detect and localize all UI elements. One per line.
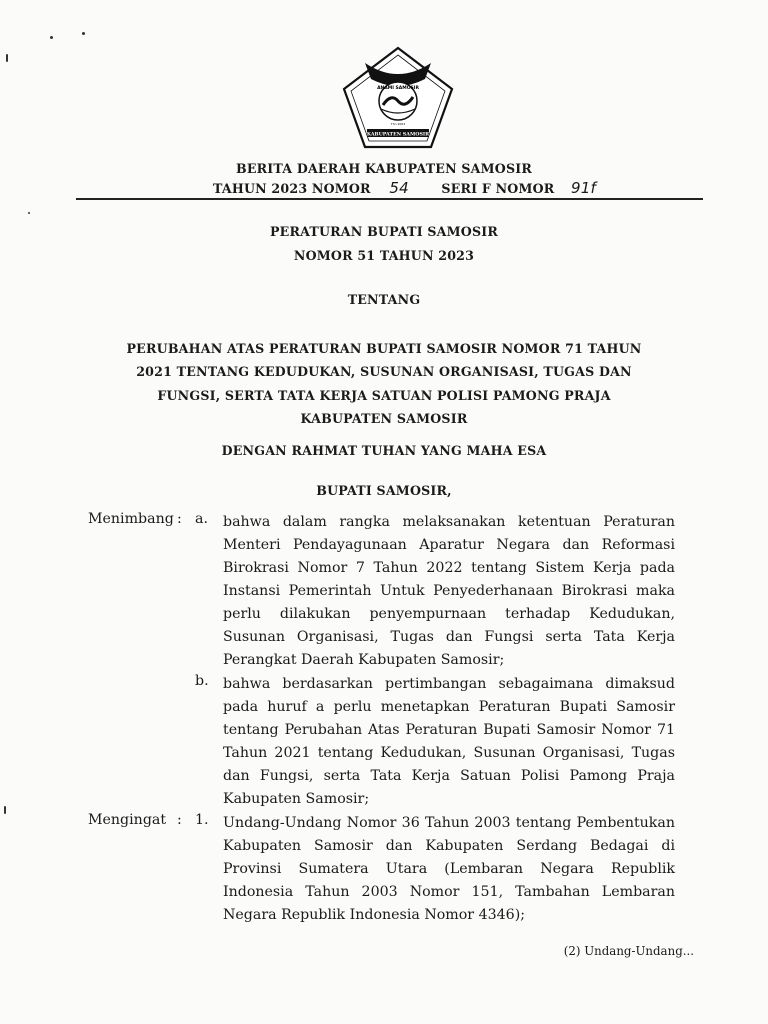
subject-line: KABUPATEN SAMOSIR bbox=[300, 410, 468, 426]
menimbang-marker-b: b. bbox=[195, 673, 209, 689]
menimbang-item-a: bahwa dalam rangka melaksanakan ketentuan Peraturan Menteri Pendayagunaan Aparatur Negara dan Reformasi Birokrasi Nomor 7 Tahun 2022 tentang Sistem Kerja pada Instansi Pemerintah Untuk Penyederhanaan Birokrasi maka perlu dilakukan penyempurnaan terhadap Kedudukan, Susunan Organisasi, Tugas dan Fungsi serta Tata Kerja Perangkat Daerah Kabupaten Samosir; bbox=[223, 514, 675, 668]
subject-line: FUNGSI, SERTA TATA KERJA SATUAN POLISI PAMONG PRAJA bbox=[157, 387, 611, 403]
gazette-title: BERITA DAERAH KABUPATEN SAMOSIR bbox=[235, 161, 532, 176]
regulation-title: PERATURAN BUPATI SAMOSIR bbox=[269, 224, 499, 239]
blessing-line: DENGAN RAHMAT TUHAN YANG MAHA ESA bbox=[221, 443, 547, 458]
menimbang-item-b: bahwa berdasarkan pertimbangan sebagaimana dimaksud pada huruf a perlu menetapkan Peraturan Bupati Samosir tentang Perubahan Atas Peraturan Bupati Samosir Nomor 71 Tahun 2021 tentang Kedudukan, Susunan Organisasi, Tugas dan Fungsi, serta Tata Kerja Satuan Polisi Pamong Praja Kabupaten Samosir; bbox=[223, 676, 675, 807]
subject-line: PERUBAHAN ATAS PERATURAN BUPATI SAMOSIR NOMOR 71 TAHUN bbox=[126, 341, 642, 356]
mengingat-marker-1: 1. bbox=[195, 812, 209, 828]
handwritten-number: 54 bbox=[389, 179, 409, 197]
subject-line: 2021 TENTANG KEDUDUKAN, SUSUNAN ORGANISASI, TUGAS DAN bbox=[136, 364, 632, 380]
handwritten-series: 91f bbox=[571, 179, 597, 197]
mengingat-colon: : bbox=[177, 812, 182, 828]
header-divider bbox=[76, 198, 703, 200]
menimbang-marker-a: a. bbox=[195, 511, 208, 527]
mengingat-label: Mengingat bbox=[88, 812, 167, 828]
official-title: BUPATI SAMOSIR, bbox=[316, 483, 452, 498]
regulation-number: NOMOR 51 TAHUN 2023 bbox=[293, 248, 475, 263]
emblem-bottom-text: KABUPATEN SAMOSIR bbox=[366, 131, 430, 138]
series-label: SERI F NOMOR bbox=[441, 181, 555, 196]
gazette-number-line bbox=[213, 179, 596, 197]
emblem-top-text: ANAMI SAMOSIR bbox=[377, 86, 419, 91]
about-heading: TENTANG bbox=[347, 292, 421, 307]
menimbang-colon: : bbox=[177, 511, 182, 527]
emblem-year: Thn 2003 bbox=[390, 122, 406, 126]
regulation-subject bbox=[100, 337, 668, 430]
menimbang-label: Menimbang bbox=[88, 511, 174, 527]
gazette-year-number: TAHUN 2023 NOMOR bbox=[213, 181, 371, 196]
samosir-regency-emblem bbox=[341, 45, 455, 151]
mengingat-item-1: Undang-Undang Nomor 36 Tahun 2003 tentang Pembentukan Kabupaten Samosir dan Kabupaten Serdang Bedagai di Provinsi Sumatera Utara (Lembaran Negara Republik Indonesia Tahun 2003 Nomor 151, Tambahan Lembaran Negara Republik Indonesia Nomor 4346); bbox=[223, 815, 675, 923]
next-page-reference: (2) Undang-Undang... bbox=[563, 944, 694, 958]
